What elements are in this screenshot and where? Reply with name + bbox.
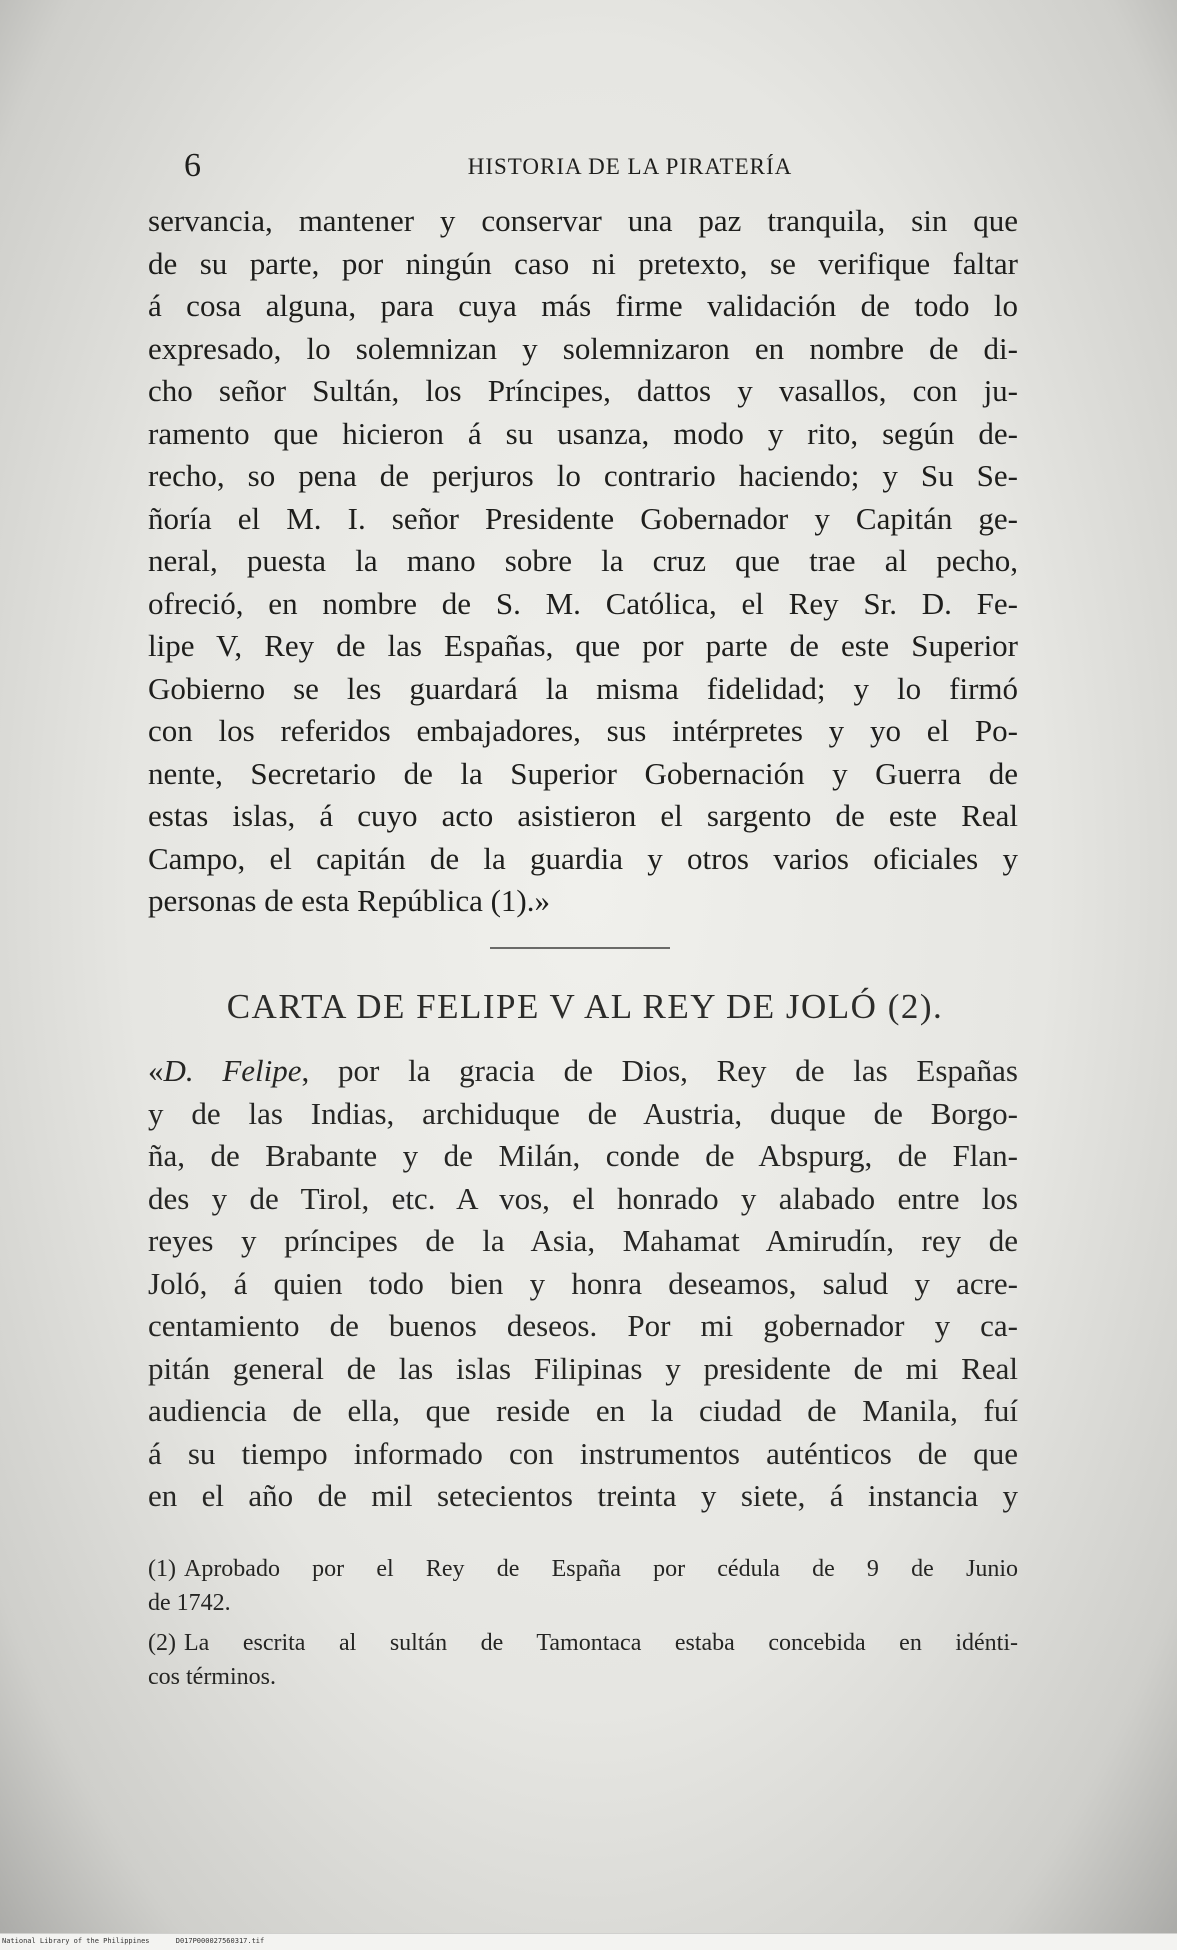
- text-line: en el año de mil setecientos treinta y siete, á instancia y: [148, 1478, 1018, 1513]
- text-line: personas de esta República (1).»: [148, 883, 551, 918]
- text-line: des y de Tirol, etc. A vos, el honrado y alabado entre los: [148, 1180, 1018, 1216]
- text-line: recho, so pena de perjuros lo contrario haciendo; y Su Se-: [148, 458, 1018, 493]
- text-line: y de las Indias, archiduque de Austria, duque de Borgo-: [148, 1095, 1018, 1131]
- text-line: lipe V, Rey de las Españas, que por parte de este Superior: [148, 628, 1018, 663]
- footnote-mark: (1): [148, 1556, 176, 1582]
- footnote-line: de 1742.: [148, 1590, 231, 1616]
- text-line: Campo, el capitán de la guardia y otros varios oficiales y: [148, 840, 1018, 876]
- page-header: [150, 146, 1030, 186]
- text-line: estas islas, á cuyo acto asistieron el sargento de este Real: [148, 798, 1018, 833]
- text-line: ofreció, en nombre de S. M. Católica, el Rey Sr. D. Fe-: [148, 585, 1018, 621]
- text-line: Joló, á quien todo bien y honra deseamos, salud y acre-: [148, 1265, 1018, 1301]
- section-title: CARTA DE FELIPE V AL REY DE JOLÓ (2).: [226, 987, 944, 1026]
- text-line: neral, puesta la mano sobre la cruz que trae al pecho,: [148, 543, 1018, 578]
- text-line: pitán general de las islas Filipinas y presidente de mi Real: [148, 1350, 1018, 1386]
- running-head: HISTORIA DE LA PIRATERÍA: [467, 154, 793, 179]
- footnote-2: [148, 1626, 1018, 1694]
- text-line: nente, Secretario de la Superior Gobernación y Guerra de: [148, 755, 1018, 791]
- footnote-line: [148, 1626, 1018, 1660]
- file-id: D017P000027560317.tif: [175, 1937, 265, 1945]
- text-line: servancia, mantener y conservar una paz tranquila, sin que: [148, 203, 1018, 238]
- section-divider: [490, 947, 670, 949]
- footnote-line: [148, 1552, 1018, 1586]
- letter-paragraph: [148, 1050, 1018, 1518]
- footnote-text: La escrita al sultán de Tamontaca estaba concebida en idénti-: [183, 1630, 1018, 1656]
- text-line: á su tiempo informado con instrumentos auténticos de que: [148, 1435, 1018, 1471]
- body-paragraph: [148, 200, 1018, 923]
- page-number: 6: [184, 147, 201, 184]
- text-line: Gobierno se les guardará la misma fidelidad; y lo firmó: [148, 670, 1018, 706]
- text-line: ña, de Brabante y de Milán, conde de Abspurg, de Flan-: [148, 1138, 1018, 1173]
- first-line-rest: , por la gracia de Dios, Rey de las Españas: [301, 1053, 1018, 1088]
- text-line: expresado, lo solemnizan y solemnizaron en nombre de di-: [148, 330, 1018, 366]
- text-line: [148, 1050, 1018, 1093]
- open-quote: «: [148, 1053, 164, 1088]
- text-line: cho señor Sultán, los Príncipes, dattos y vasallos, con ju-: [148, 373, 1018, 408]
- text-line: á cosa alguna, para cuya más firme validación de todo lo: [148, 288, 1018, 323]
- footnote-1: [148, 1552, 1018, 1620]
- footnotes: [148, 1552, 1018, 1694]
- text-line: audiencia de ella, que reside en la ciudad de Manila, fuí: [148, 1393, 1018, 1428]
- footnote-mark: (2): [148, 1630, 176, 1656]
- letter-lines: [148, 1093, 1018, 1518]
- text-line: ñoría el M. I. señor Presidente Gobernador y Capitán ge-: [148, 500, 1018, 536]
- footnote-line: cos términos.: [148, 1664, 276, 1690]
- library-credit: National Library of the Philippines: [2, 1937, 150, 1945]
- scan-footer-strip: [0, 1933, 1177, 1950]
- text-line: centamiento de buenos deseos. Por mi gobernador y ca-: [148, 1308, 1018, 1343]
- text-line: con los referidos embajadores, sus intérpretes y yo el Po-: [148, 713, 1018, 748]
- text-line: reyes y príncipes de la Asia, Mahamat Amirudín, rey de: [148, 1223, 1018, 1258]
- text-line: ramento que hicieron á su usanza, modo y rito, según de-: [148, 415, 1018, 451]
- italic-name: D. Felipe: [163, 1053, 302, 1088]
- footnote-text: Aprobado por el Rey de España por cédula de 9 de Junio: [183, 1556, 1018, 1582]
- text-line: de su parte, por ningún caso ni pretexto, se verifique faltar: [148, 245, 1018, 281]
